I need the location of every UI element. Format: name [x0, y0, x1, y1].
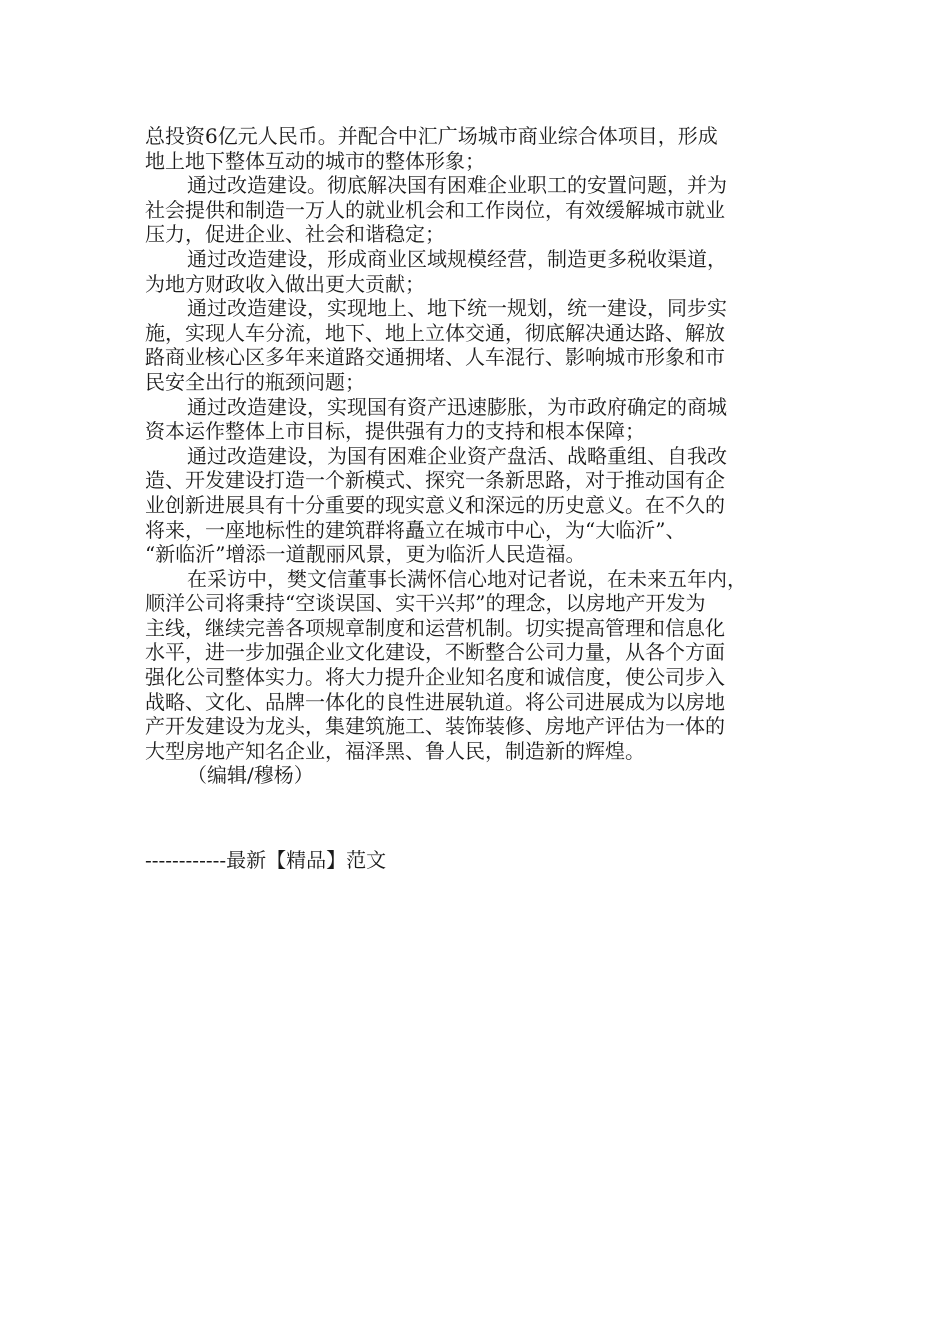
- text-line: 压力，促进企业、社会和谐稳定；: [145, 222, 445, 247]
- text-line: 通过改造建设。彻底解决国有困难企业职工的安置问题，并为: [187, 173, 727, 198]
- text-line: 通过改造建设，实现地上、地下统一规划，统一建设，同步实: [187, 296, 727, 321]
- text-line: 主线，继续完善各项规章制度和运营机制。切实提高管理和信息化: [145, 615, 725, 640]
- text-line: 施，实现人车分流，地下、地上立体交通，彻底解决通达路、解放: [145, 320, 725, 345]
- text-line: 造、开发建设打造一个新模式、探究一条新思路，对于推动国有企: [145, 468, 725, 493]
- text-line: 通过改造建设，形成商业区域规模经营，制造更多税收渠道，: [187, 246, 727, 271]
- text-line: 社会提供和制造一万人的就业机会和工作岗位，有效缓解城市就业: [145, 197, 725, 222]
- text-line: 通过改造建设，为国有困难企业资产盘活、战略重组、自我改: [187, 443, 727, 468]
- text-line: “新临沂”增添一道靓丽风景，更为临沂人民造福。: [145, 542, 586, 567]
- article-body: [145, 124, 815, 788]
- text-line: 在采访中，樊文信董事长满怀信心地对记者说，在未来五年内，: [187, 566, 747, 591]
- text-line: 顺洋公司将秉持“空谈误国、实干兴邦”的理念，以房地产开发为: [145, 591, 706, 616]
- text-line: 战略、文化、品牌一体化的良性进展轨道。将公司进展成为以房地: [145, 689, 725, 714]
- text-line: 强化公司整体实力。将大力提升企业知名度和诚信度，使公司步入: [145, 665, 725, 690]
- text-line: 为地方财政收入做出更大贡献；: [145, 271, 425, 296]
- footer-caption: ------------最新【精品】范文: [145, 848, 387, 872]
- text-line: 路商业核心区多年来道路交通拥堵、人车混行、影响城市形象和市: [145, 345, 725, 370]
- text-line: 将来，一座地标性的建筑群将矗立在城市中心，为“大临沂”、: [145, 517, 686, 542]
- text-line: 产开发建设为龙头，集建筑施工、装饰装修、房地产评估为一体的: [145, 714, 725, 739]
- text-line: 资本运作整体上市目标，提供强有力的支持和根本保障；: [145, 419, 645, 444]
- text-line: 民安全出行的瓶颈问题；: [145, 369, 365, 394]
- text-line: 业创新进展具有十分重要的现实意义和深远的历史意义。在不久的: [145, 492, 725, 517]
- text-line: 地上地下整体互动的城市的整体形象；: [145, 148, 485, 173]
- text-line: 水平，进一步加强企业文化建设，不断整合公司力量，从各个方面: [145, 640, 725, 665]
- editor-credit: （编辑/穆杨）: [187, 763, 314, 788]
- text-line: 总投资6亿元人民币。并配合中汇广场城市商业综合体项目，形成: [145, 124, 718, 148]
- text-line: 通过改造建设，实现国有资产迅速膨胀，为市政府确定的商城: [187, 394, 727, 419]
- text-line: 大型房地产知名企业，福泽黑、鲁人民，制造新的辉煌。: [145, 738, 645, 763]
